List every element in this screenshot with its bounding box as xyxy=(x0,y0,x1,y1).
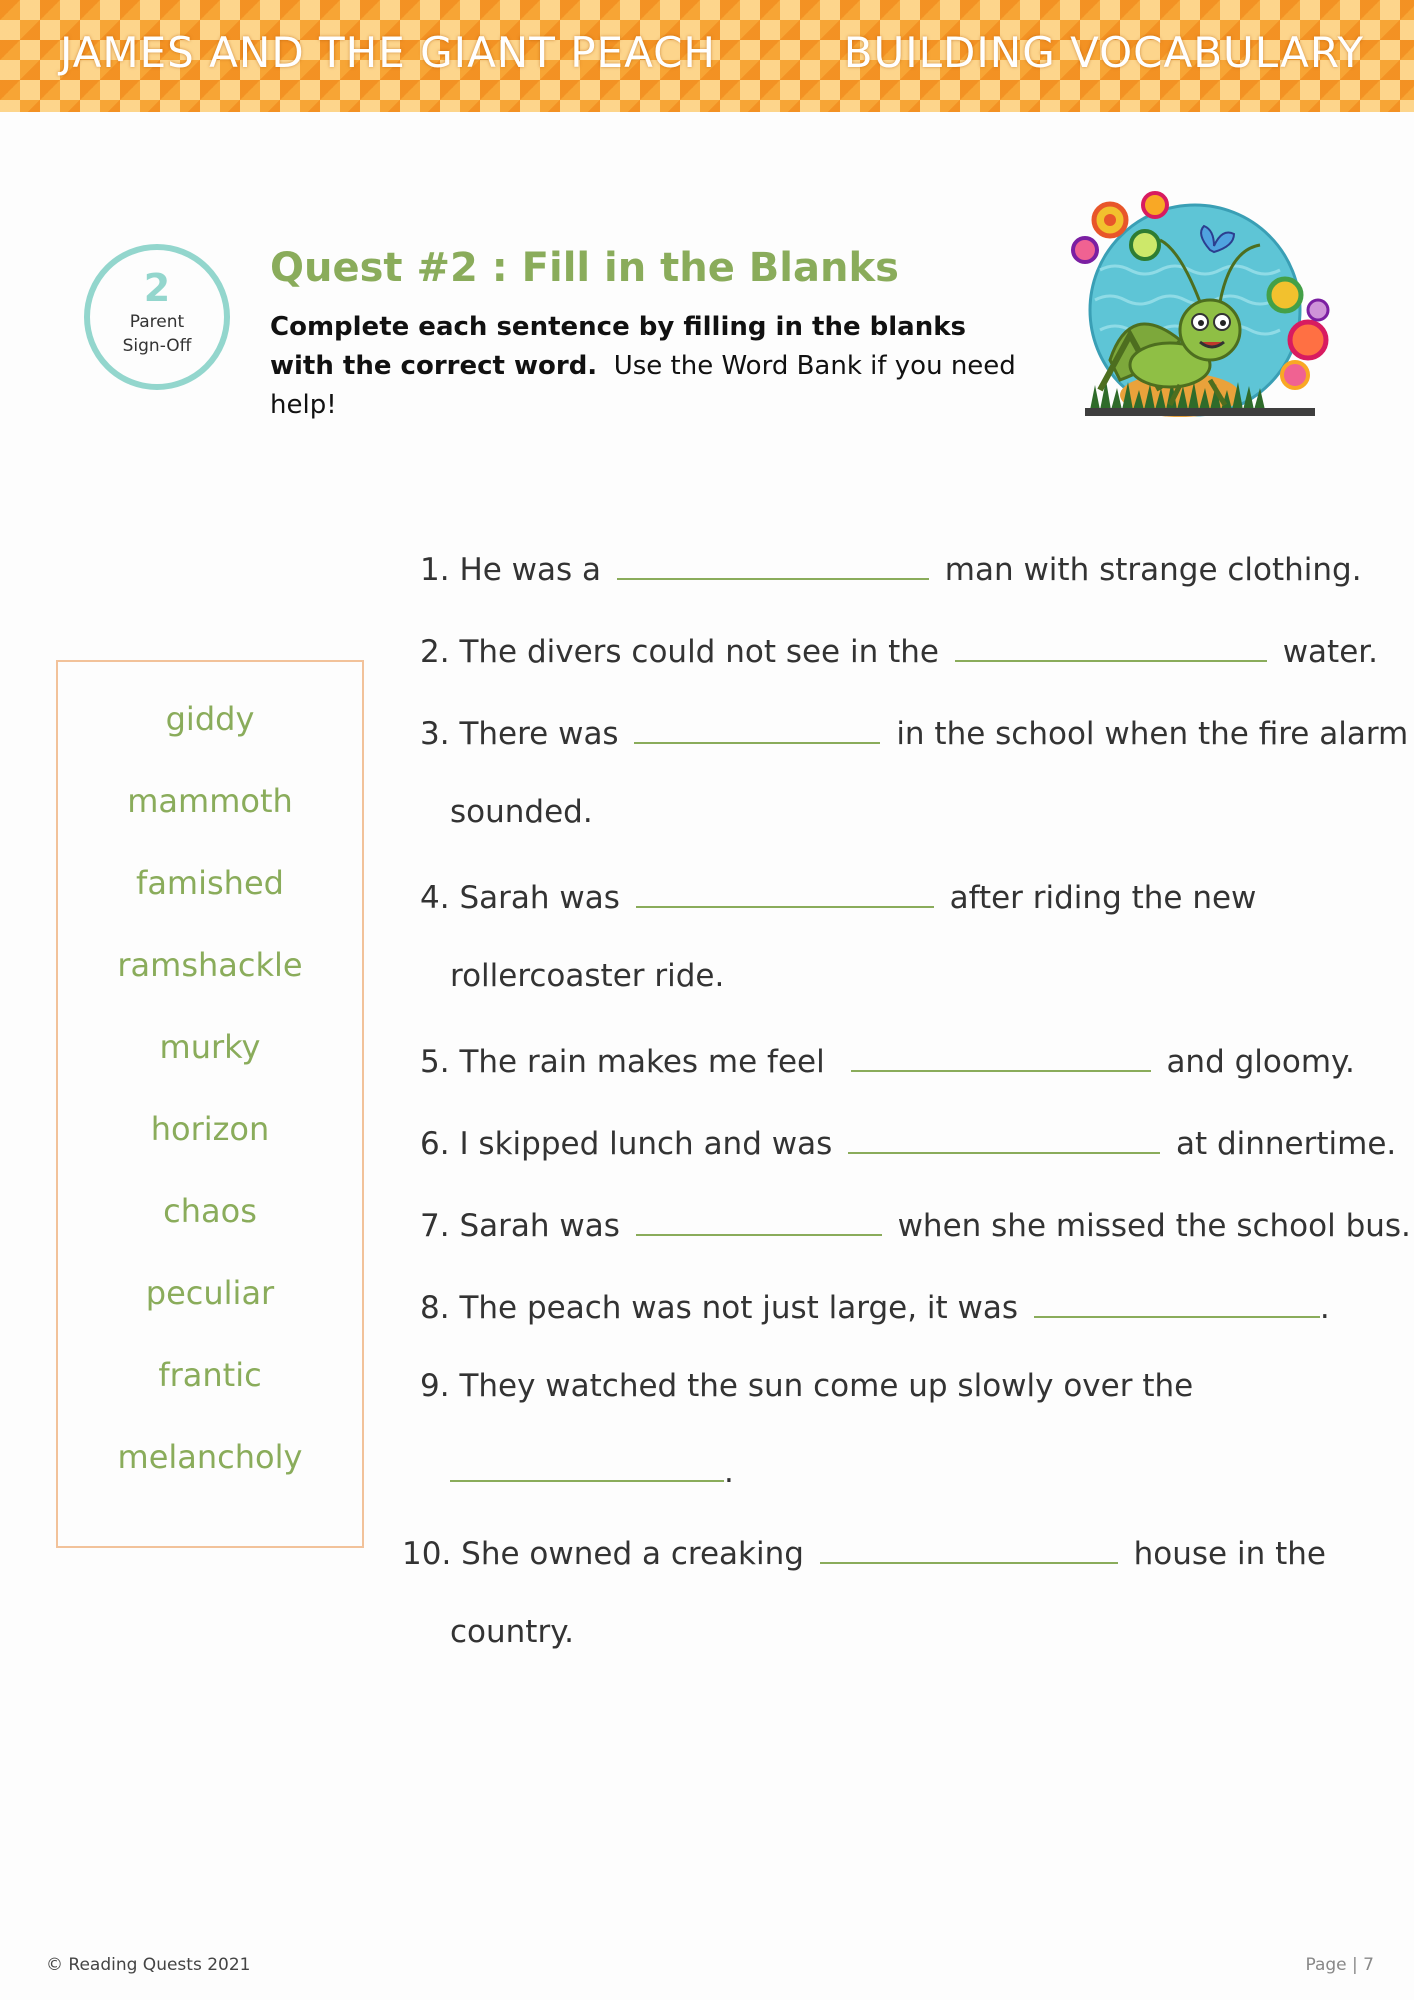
instructions-rest: Use the Word Bank if you need help! xyxy=(270,351,1016,420)
sentence-text: Sarah was xyxy=(459,880,620,916)
answer-blank[interactable] xyxy=(617,548,929,580)
parent-signoff-badge xyxy=(84,244,230,390)
sentence-text: man with strange clothing. xyxy=(944,552,1362,588)
section-title: BUILDING VOCABULARY xyxy=(843,28,1364,77)
sentence-number: 4. xyxy=(420,880,450,916)
answer-blank[interactable] xyxy=(851,1040,1151,1072)
word-bank-item: murky xyxy=(159,1028,261,1066)
sentence-number: 7. xyxy=(420,1208,450,1244)
answer-blank[interactable] xyxy=(450,1450,724,1482)
badge-label-line1: Parent xyxy=(129,312,185,332)
sentence-text: house in the xyxy=(1133,1536,1326,1572)
grasshopper-illustration-icon xyxy=(1060,190,1340,440)
sentence-text: water. xyxy=(1282,634,1379,670)
sentence-text: They watched the sun come up slowly over the xyxy=(459,1368,1194,1404)
sentence-text: I skipped lunch and was xyxy=(459,1126,833,1162)
sentence-10 xyxy=(402,1532,1326,1572)
book-title: JAMES AND THE GIANT PEACH xyxy=(60,28,716,77)
word-bank-item: chaos xyxy=(163,1192,257,1230)
sentence-text: after riding the new xyxy=(949,880,1257,916)
sentence-2 xyxy=(420,630,1378,670)
quest-title: Quest #2 : Fill in the Blanks xyxy=(270,245,899,291)
sentence-text: Sarah was xyxy=(459,1208,620,1244)
sentence-3-continued: sounded. xyxy=(450,794,593,830)
sentence-number: 9. xyxy=(420,1368,450,1404)
sentence-8 xyxy=(420,1286,1330,1326)
word-bank-item: frantic xyxy=(158,1356,262,1394)
badge-label-line2: Sign-Off xyxy=(122,336,192,356)
sentence-number: 1. xyxy=(420,552,450,588)
sentence-text: The peach was not just large, it was xyxy=(459,1290,1019,1326)
sentence-text: when she missed the school bus. xyxy=(897,1208,1411,1244)
sentence-text: . xyxy=(1319,1290,1330,1326)
word-bank-item: ramshackle xyxy=(117,946,303,984)
word-bank xyxy=(56,660,364,1548)
answer-blank[interactable] xyxy=(820,1532,1118,1564)
sentence-text: in the school when the fire alarm xyxy=(896,716,1409,752)
sentence-text: There was xyxy=(459,716,619,752)
copyright: © Reading Quests 2021 xyxy=(46,1955,251,1975)
word-bank-item: famished xyxy=(136,864,284,902)
sentence-text: She owned a creaking xyxy=(461,1536,804,1572)
sentence-number: 5. xyxy=(420,1044,450,1080)
sentence-text: and gloomy. xyxy=(1166,1044,1355,1080)
sentence-10-continued: country. xyxy=(450,1614,574,1650)
sentence-6 xyxy=(420,1122,1396,1162)
sentence-text: . xyxy=(724,1454,734,1490)
sentence-text: The divers could not see in the xyxy=(459,634,939,670)
sentence-1 xyxy=(420,548,1362,588)
sentence-5 xyxy=(420,1040,1355,1080)
word-bank-item: peculiar xyxy=(145,1274,275,1312)
badge-number: 2 xyxy=(143,266,171,310)
sentence-text: The rain makes me feel xyxy=(459,1044,825,1080)
sentence-text: at dinnertime. xyxy=(1175,1126,1397,1162)
answer-blank[interactable] xyxy=(636,1204,882,1236)
instructions xyxy=(270,308,1030,425)
word-bank-item: mammoth xyxy=(127,782,293,820)
word-bank-item: horizon xyxy=(150,1110,270,1148)
sentence-9-continued xyxy=(450,1450,734,1490)
sentence-number: 6. xyxy=(420,1126,450,1162)
sentence-number: 10. xyxy=(402,1536,452,1572)
sentence-text: He was a xyxy=(459,552,602,588)
sentence-7 xyxy=(420,1204,1411,1244)
sentence-number: 2. xyxy=(420,634,450,670)
answer-blank[interactable] xyxy=(1034,1286,1320,1318)
page-number: Page | 7 xyxy=(1305,1955,1374,1975)
answer-blank[interactable] xyxy=(634,712,880,744)
sentence-3 xyxy=(420,712,1408,752)
word-bank-item: melancholy xyxy=(117,1438,303,1476)
answer-blank[interactable] xyxy=(636,876,934,908)
sentence-number: 3. xyxy=(420,716,450,752)
instructions-bold: Complete each sentence by filling in the blanks with the correct word. xyxy=(270,312,966,381)
sentence-number: 8. xyxy=(420,1290,450,1326)
answer-blank[interactable] xyxy=(955,630,1267,662)
sentence-4-continued: rollercoaster ride. xyxy=(450,958,725,994)
sentence-9 xyxy=(420,1368,1193,1404)
answer-blank[interactable] xyxy=(848,1122,1160,1154)
header-banner xyxy=(0,0,1414,112)
word-bank-item: giddy xyxy=(165,700,255,738)
sentence-4 xyxy=(420,876,1256,916)
